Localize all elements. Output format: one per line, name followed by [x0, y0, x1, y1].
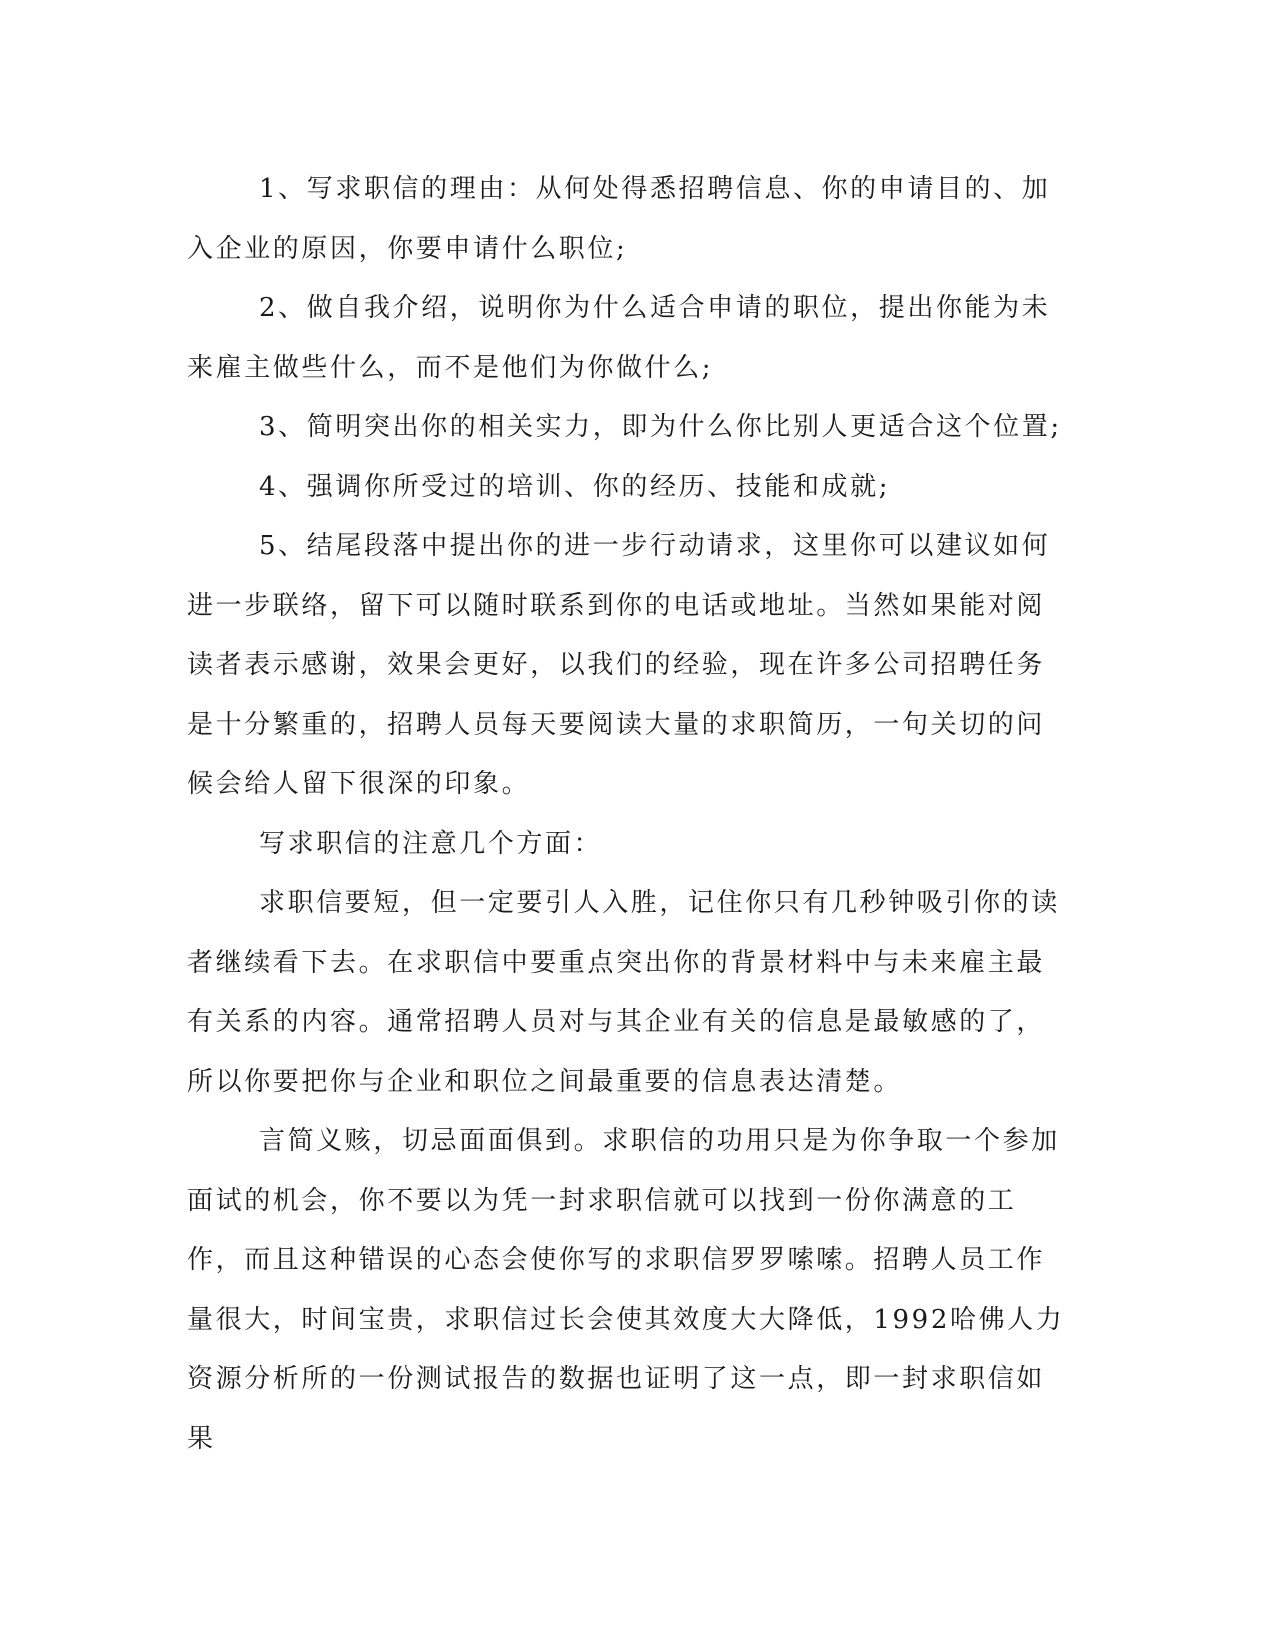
body-text: [187, 160, 1067, 1469]
paragraph-training: 4、强调你所受过的培训、你的经历、技能和成就;: [259, 471, 891, 502]
paragraph-strengths: 3、简明突出你的相关实力，即为什么你比别人更适合这个位置;: [259, 412, 1062, 442]
paragraph-reason: 1、写求职信的理由：从何处得悉招聘信息、你的申请目的、加入企业的原因，你要申请什么职位;: [187, 174, 1051, 264]
paragraph-keep-short: 求职信要短，但一定要引人入胜，记住你只有几秒钟吸引你的读者继续看下去。在求职信中要重点突出你的背景材料中与未来雇主最有关系的内容。通常招聘人员对与其企业有关的信息是最敏感的了，所以你要把你与企业和职位之间最重要的信息表达清楚。: [187, 888, 1060, 1097]
paragraph-closing-request: 5、结尾段落中提出你的进一步行动请求，这里你可以建议如何进一步联络，留下可以随时联系到你的电话或地址。当然如果能对阅读者表示感谢，效果会更好，以我们的经验，现在许多公司招聘任务是十分繁重的，招聘人员每天要阅读大量的求职简历，一句关切的问候会给人留下很深的印象。: [187, 531, 1051, 799]
section-heading-notes: 写求职信的注意几个方面：: [259, 828, 603, 859]
paragraph-self-intro: 2、做自我介绍，说明你为什么适合申请的职位，提出你能为未来雇主做些什么，而不是他们为你做什么;: [187, 293, 1051, 383]
paragraph-concise: 言简义赅，切忌面面俱到。求职信的功用只是为你争取一个参加面试的机会，你不要以为凭一封求职信就可以找到一份你满意的工作，而且这种错误的心态会使你写的求职信罗罗嗦嗦。招聘人员工作量很大，时间宝贵，求职信过长会使其效度大大降低，1992哈佛人力资源分析所的一份测试报告的数据也证明了这一点，即一封求职信如果: [187, 1126, 1065, 1454]
